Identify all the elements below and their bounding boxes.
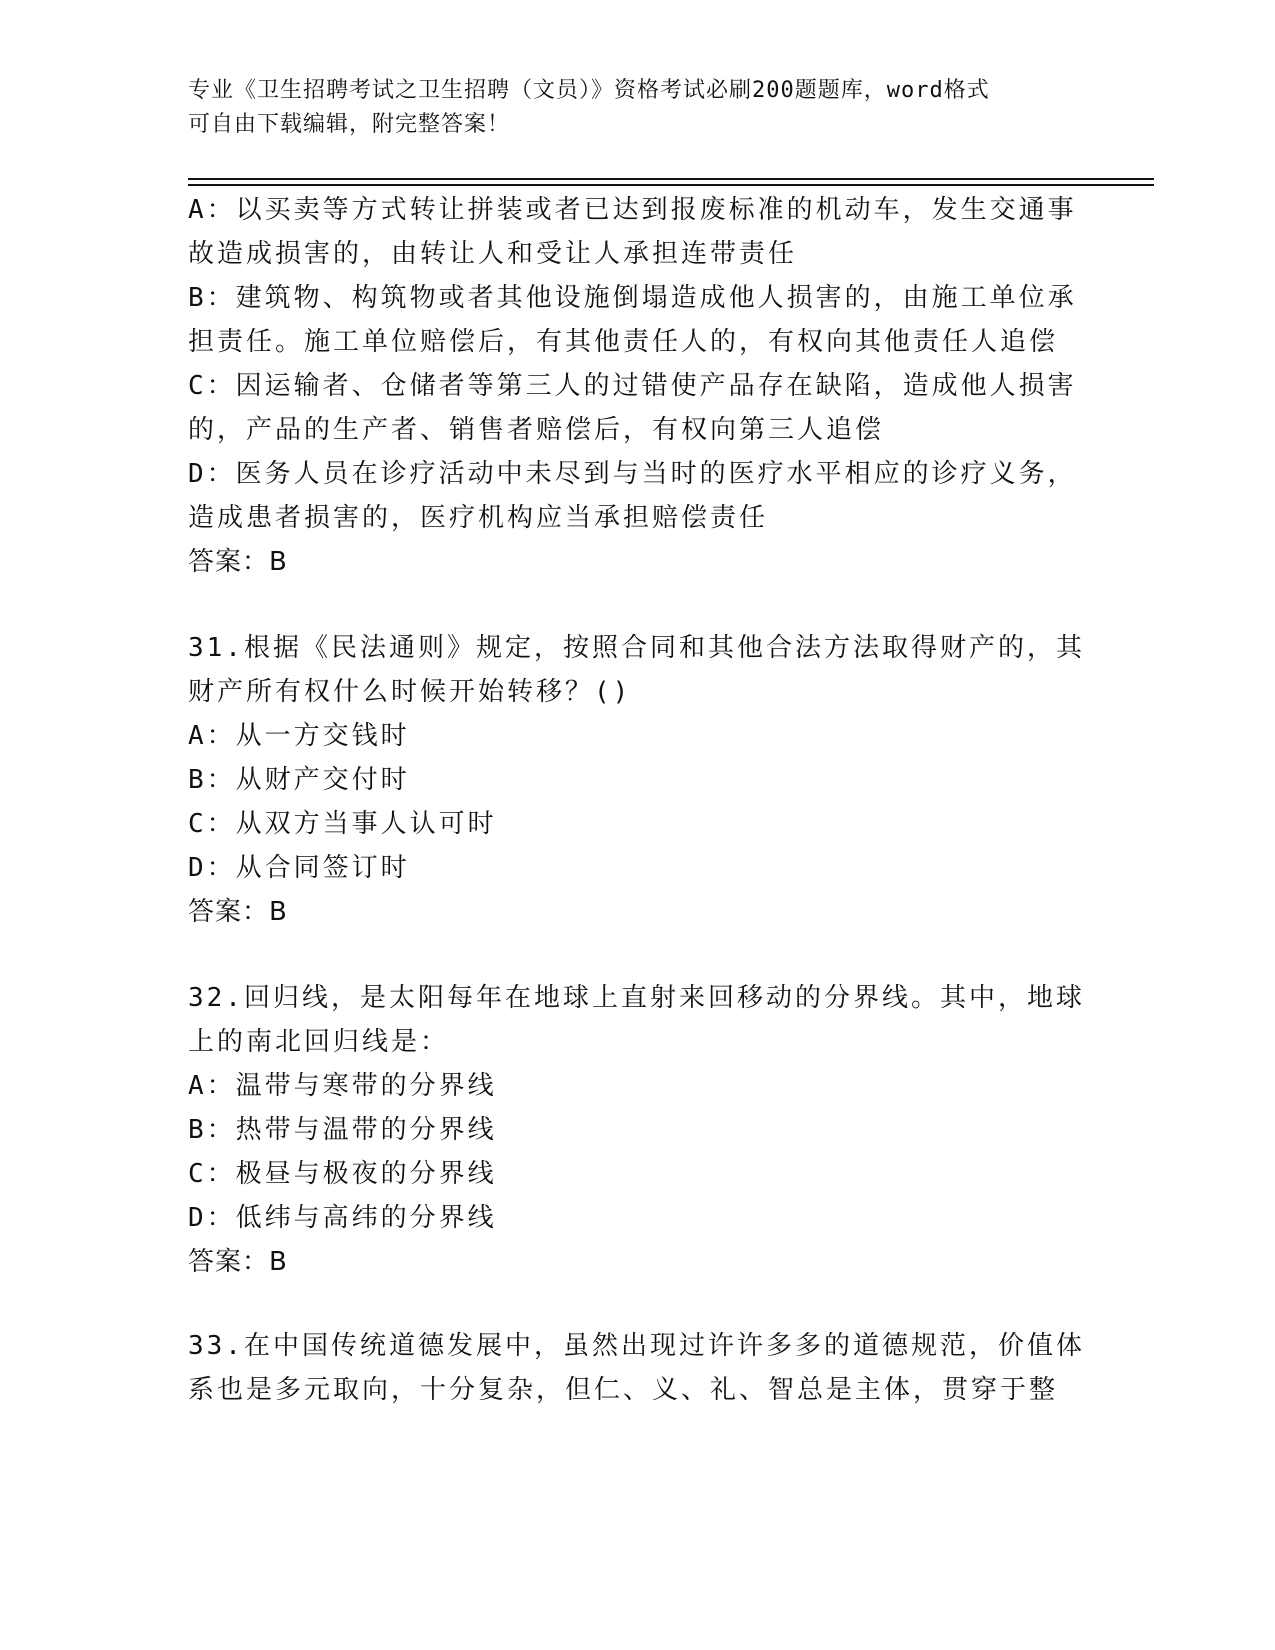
option-a-line-2: 故造成损害的，由转让人和受让人承担连带责任 xyxy=(188,239,798,269)
q31-option-c: C：从双方当事人认可时 xyxy=(188,809,497,839)
option-c-line-2: 的，产品的生产者、销售者赔偿后，有权向第三人追偿 xyxy=(188,415,885,445)
option-b-line-1: B：建筑物、构筑物或者其他设施倒塌造成他人损害的，由施工单位承 xyxy=(188,283,1077,313)
question-32-line-2: 上的南北回归线是： xyxy=(188,1027,450,1057)
question-31-line-1: 31.根据《民法通则》规定，按照合同和其他合法方法取得财产的，其 xyxy=(188,633,1085,663)
answer-label: 答案：B xyxy=(188,547,288,577)
document-header xyxy=(188,74,1088,142)
option-d-line-2: 造成患者损害的，医疗机构应当承担赔偿责任 xyxy=(188,503,769,533)
q31-answer: 答案：B xyxy=(188,897,288,927)
option-a-line-1: A：以买卖等方式转让拼装或者已达到报废标准的机动车，发生交通事 xyxy=(188,195,1077,225)
q31-option-a: A：从一方交钱时 xyxy=(188,721,410,751)
option-b-line-2: 担责任。施工单位赔偿后，有其他责任人的，有权向其他责任人追偿 xyxy=(188,327,1059,357)
question-33-line-1: 33.在中国传统道德发展中，虽然出现过许许多多的道德规范，价值体 xyxy=(188,1331,1085,1361)
question-31-line-2: 财产所有权什么时候开始转移？() xyxy=(188,677,632,707)
option-c-line-1: C：因运输者、仓储者等第三人的过错使产品存在缺陷，造成他人损害 xyxy=(188,371,1077,401)
q31-option-d: D：从合同签订时 xyxy=(188,853,410,883)
question-32-line-1: 32.回归线，是太阳每年在地球上直射来回移动的分界线。其中，地球 xyxy=(188,983,1085,1013)
header-divider-top xyxy=(188,178,1154,180)
question-33-line-2: 系也是多元取向，十分复杂，但仁、义、礼、智总是主体，贯穿于整 xyxy=(188,1375,1059,1405)
header-line-2: 可自由下载编辑，附完整答案！ xyxy=(188,112,511,137)
q32-option-c: C：极昼与极夜的分界线 xyxy=(188,1159,497,1189)
q32-answer: 答案：B xyxy=(188,1247,288,1277)
q32-option-b: B：热带与温带的分界线 xyxy=(188,1115,497,1145)
header-line-1: 专业《卫生招聘考试之卫生招聘（文员）》资格考试必刷200题题库，word格式 xyxy=(188,78,990,103)
header-divider-bottom xyxy=(188,184,1154,186)
q32-option-a: A：温带与寒带的分界线 xyxy=(188,1071,497,1101)
option-d-line-1: D：医务人员在诊疗活动中未尽到与当时的医疗水平相应的诊疗义务， xyxy=(188,459,1077,489)
q32-option-d: D：低纬与高纬的分界线 xyxy=(188,1203,497,1233)
q31-option-b: B：从财产交付时 xyxy=(188,765,410,795)
